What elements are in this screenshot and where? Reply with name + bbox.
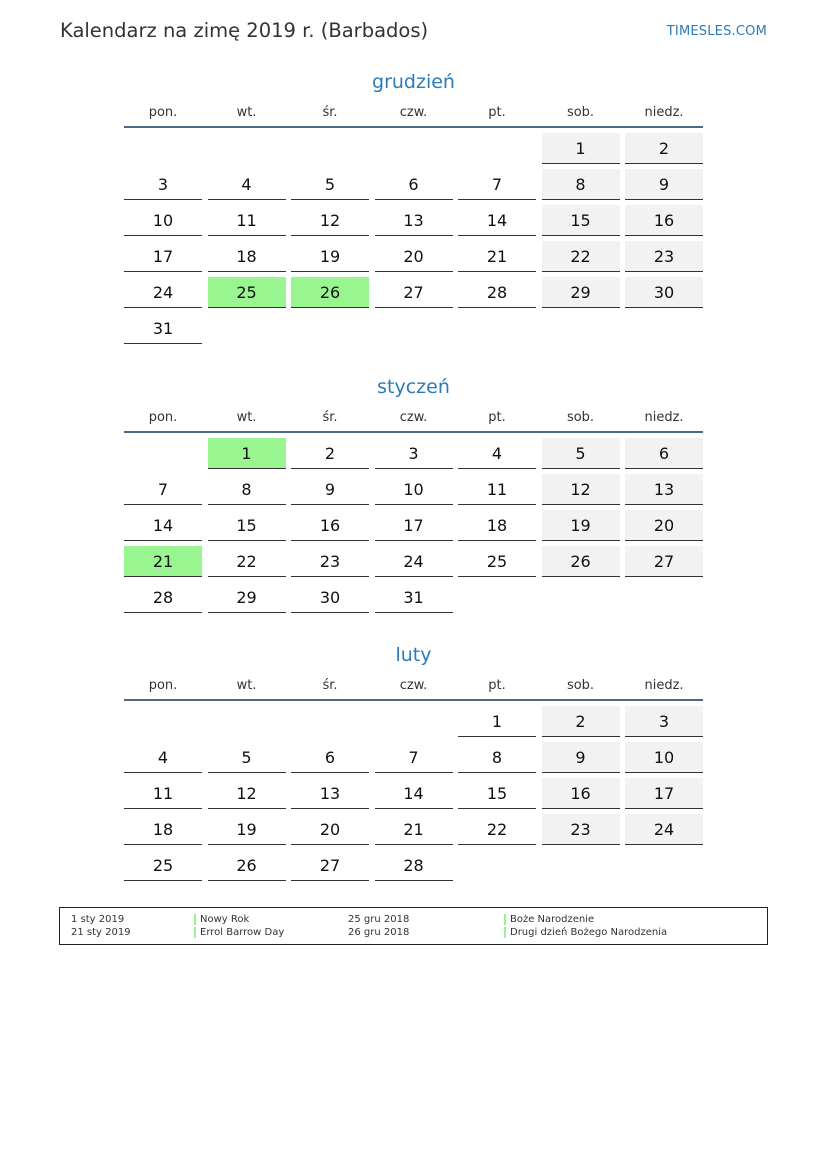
day-cell: 12 — [542, 474, 620, 505]
empty-cell — [208, 133, 286, 164]
empty-cell — [208, 706, 286, 737]
day-cell: 16 — [542, 778, 620, 809]
day-cell: 25 — [208, 277, 286, 308]
month-title: styczeń — [377, 376, 450, 398]
day-cell: 21 — [375, 814, 453, 845]
day-cell: 15 — [542, 205, 620, 236]
day-cell: 3 — [375, 438, 453, 469]
day-cell: 7 — [124, 474, 202, 505]
month-title: luty — [395, 644, 432, 666]
day-cell: 27 — [375, 277, 453, 308]
day-cell: 19 — [208, 814, 286, 845]
empty-cell — [375, 706, 453, 737]
day-cell: 30 — [291, 582, 369, 613]
day-cell: 18 — [124, 814, 202, 845]
day-cell: 26 — [291, 277, 369, 308]
weekday-label: pon. — [148, 678, 178, 693]
day-cell: 26 — [542, 546, 620, 577]
day-cell: 13 — [375, 205, 453, 236]
day-cell: 14 — [458, 205, 536, 236]
weekday-label: wt. — [236, 678, 257, 693]
weekday-label: niedz. — [644, 105, 684, 120]
empty-cell — [625, 850, 703, 881]
day-cell: 21 — [124, 546, 202, 577]
day-cell: 9 — [625, 169, 703, 200]
weekday-label: pon. — [148, 410, 178, 425]
weekday-header-row — [124, 104, 703, 126]
weeks-grid — [124, 133, 703, 344]
day-cell: 1 — [542, 133, 620, 164]
day-cell: 11 — [208, 205, 286, 236]
day-cell: 23 — [625, 241, 703, 272]
empty-cell — [542, 313, 620, 344]
day-cell: 20 — [291, 814, 369, 845]
header-divider — [124, 126, 703, 128]
day-cell: 17 — [124, 241, 202, 272]
week-row — [124, 133, 703, 164]
day-cell: 5 — [542, 438, 620, 469]
empty-cell — [458, 133, 536, 164]
day-cell: 16 — [625, 205, 703, 236]
weekday-label: czw. — [399, 410, 428, 425]
day-cell: 22 — [208, 546, 286, 577]
day-cell: 24 — [375, 546, 453, 577]
empty-cell — [542, 582, 620, 613]
weekday-label: czw. — [399, 678, 428, 693]
day-cell: 8 — [542, 169, 620, 200]
day-cell: 21 — [458, 241, 536, 272]
day-cell: 20 — [375, 241, 453, 272]
weekday-header-row — [124, 409, 703, 431]
day-cell: 19 — [291, 241, 369, 272]
day-cell: 1 — [458, 706, 536, 737]
day-cell: 28 — [375, 850, 453, 881]
day-cell: 3 — [124, 169, 202, 200]
day-cell: 28 — [124, 582, 202, 613]
day-cell: 6 — [625, 438, 703, 469]
day-cell: 24 — [124, 277, 202, 308]
weekday-label: niedz. — [644, 678, 684, 693]
day-cell: 10 — [124, 205, 202, 236]
legend-holiday-name — [504, 913, 594, 926]
site-link[interactable]: TIMESLES.COM — [666, 24, 767, 39]
week-row — [124, 474, 703, 505]
week-row — [124, 438, 703, 469]
holiday-color-marker — [504, 914, 506, 925]
empty-cell — [625, 313, 703, 344]
week-row — [124, 510, 703, 541]
weekday-header-row — [124, 677, 703, 699]
empty-cell — [625, 582, 703, 613]
day-cell: 15 — [458, 778, 536, 809]
day-cell: 2 — [625, 133, 703, 164]
header-divider — [124, 431, 703, 433]
week-row — [124, 778, 703, 809]
day-cell: 25 — [458, 546, 536, 577]
empty-cell — [291, 313, 369, 344]
week-row — [124, 742, 703, 773]
week-row — [124, 582, 703, 613]
empty-cell — [291, 706, 369, 737]
day-cell: 12 — [208, 778, 286, 809]
day-cell: 10 — [625, 742, 703, 773]
legend-date: 21 sty 2019 — [71, 927, 131, 938]
legend-row — [60, 926, 767, 939]
day-cell: 23 — [291, 546, 369, 577]
legend-holiday-name — [504, 926, 667, 939]
day-cell: 1 — [208, 438, 286, 469]
day-cell: 9 — [291, 474, 369, 505]
weekday-label: czw. — [399, 105, 428, 120]
legend-holiday-name — [194, 926, 284, 939]
day-cell: 7 — [375, 742, 453, 773]
empty-cell — [291, 133, 369, 164]
day-cell: 2 — [542, 706, 620, 737]
holiday-color-marker — [194, 927, 196, 938]
legend-date: 26 gru 2018 — [348, 927, 410, 938]
weeks-grid — [124, 438, 703, 613]
weekday-label: sob. — [566, 410, 595, 425]
legend-date: 25 gru 2018 — [348, 914, 410, 925]
day-cell: 30 — [625, 277, 703, 308]
day-cell: 26 — [208, 850, 286, 881]
day-cell: 12 — [291, 205, 369, 236]
week-row — [124, 546, 703, 577]
day-cell: 2 — [291, 438, 369, 469]
header-divider — [124, 699, 703, 701]
empty-cell — [458, 313, 536, 344]
day-cell: 28 — [458, 277, 536, 308]
day-cell: 6 — [375, 169, 453, 200]
day-cell: 5 — [208, 742, 286, 773]
weekday-label: pon. — [148, 105, 178, 120]
month-january — [124, 373, 703, 618]
weekday-label: pt. — [488, 410, 506, 425]
legend-row — [60, 913, 767, 926]
day-cell: 17 — [375, 510, 453, 541]
weekday-label: wt. — [236, 105, 257, 120]
week-row — [124, 814, 703, 845]
legend-name-text: Drugi dzień Bożego Narodzenia — [510, 927, 668, 938]
week-row — [124, 706, 703, 737]
day-cell: 13 — [291, 778, 369, 809]
weeks-grid — [124, 706, 703, 881]
day-cell: 11 — [124, 778, 202, 809]
day-cell: 29 — [208, 582, 286, 613]
week-row — [124, 850, 703, 881]
holiday-color-marker — [504, 927, 506, 938]
empty-cell — [208, 313, 286, 344]
day-cell: 7 — [458, 169, 536, 200]
day-cell: 31 — [375, 582, 453, 613]
day-cell: 4 — [208, 169, 286, 200]
weekday-label: śr. — [322, 105, 338, 120]
day-cell: 11 — [458, 474, 536, 505]
month-title: grudzień — [372, 71, 455, 93]
month-december — [124, 68, 703, 349]
legend-name-text: Boże Narodzenie — [510, 914, 595, 925]
legend-date: 1 sty 2019 — [71, 914, 125, 925]
day-cell: 15 — [208, 510, 286, 541]
weekday-label: śr. — [322, 410, 338, 425]
day-cell: 14 — [124, 510, 202, 541]
day-cell: 19 — [542, 510, 620, 541]
day-cell: 27 — [625, 546, 703, 577]
legend-name-text: Errol Barrow Day — [200, 927, 285, 938]
day-cell: 24 — [625, 814, 703, 845]
day-cell: 23 — [542, 814, 620, 845]
day-cell: 14 — [375, 778, 453, 809]
day-cell: 25 — [124, 850, 202, 881]
day-cell: 9 — [542, 742, 620, 773]
day-cell: 16 — [291, 510, 369, 541]
week-row — [124, 205, 703, 236]
holiday-legend — [59, 907, 768, 945]
day-cell: 18 — [458, 510, 536, 541]
empty-cell — [375, 313, 453, 344]
day-cell: 17 — [625, 778, 703, 809]
day-cell: 22 — [542, 241, 620, 272]
day-cell: 31 — [124, 313, 202, 344]
weekday-label: wt. — [236, 410, 257, 425]
day-cell: 13 — [625, 474, 703, 505]
empty-cell — [542, 850, 620, 881]
day-cell: 27 — [291, 850, 369, 881]
empty-cell — [375, 133, 453, 164]
day-cell: 8 — [208, 474, 286, 505]
weekday-label: sob. — [566, 105, 595, 120]
month-february — [124, 641, 703, 886]
day-cell: 6 — [291, 742, 369, 773]
week-row — [124, 313, 703, 344]
week-row — [124, 241, 703, 272]
empty-cell — [124, 706, 202, 737]
legend-holiday-name — [194, 913, 249, 926]
day-cell: 29 — [542, 277, 620, 308]
weekday-label: sob. — [566, 678, 595, 693]
empty-cell — [458, 582, 536, 613]
day-cell: 20 — [625, 510, 703, 541]
weekday-label: śr. — [322, 678, 338, 693]
day-cell: 8 — [458, 742, 536, 773]
day-cell: 4 — [124, 742, 202, 773]
empty-cell — [458, 850, 536, 881]
week-row — [124, 277, 703, 308]
weekday-label: niedz. — [644, 410, 684, 425]
holiday-color-marker — [194, 914, 196, 925]
weekday-label: pt. — [488, 678, 506, 693]
day-cell: 3 — [625, 706, 703, 737]
day-cell: 18 — [208, 241, 286, 272]
day-cell: 4 — [458, 438, 536, 469]
empty-cell — [124, 133, 202, 164]
day-cell: 22 — [458, 814, 536, 845]
weekday-label: pt. — [488, 105, 506, 120]
legend-name-text: Nowy Rok — [200, 914, 250, 925]
page-title: Kalendarz na zimę 2019 r. (Barbados) — [60, 19, 429, 42]
day-cell: 5 — [291, 169, 369, 200]
day-cell: 10 — [375, 474, 453, 505]
week-row — [124, 169, 703, 200]
empty-cell — [124, 438, 202, 469]
